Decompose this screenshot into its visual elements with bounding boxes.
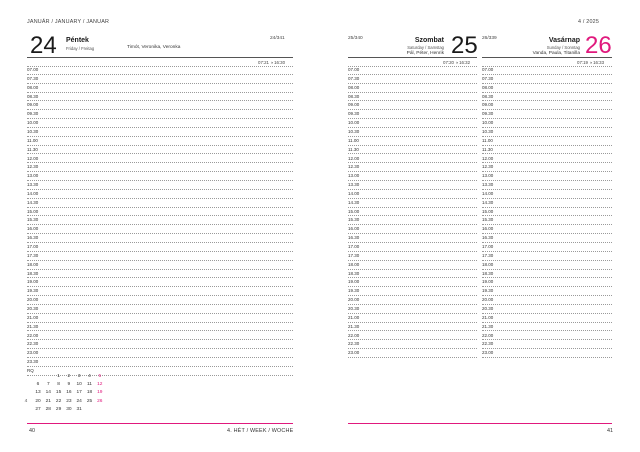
saturday-number: 25 (451, 32, 478, 59)
time-slot[interactable] (27, 84, 293, 93)
time-label: 18.00 (348, 261, 360, 267)
time-label: 07.30 (27, 75, 39, 81)
calendar-day[interactable]: 2 (67, 374, 71, 379)
time-slot[interactable] (482, 234, 612, 243)
time-slot[interactable] (348, 110, 477, 119)
calendar-week-row (27, 382, 107, 390)
time-slot[interactable] (482, 84, 612, 93)
time-slot[interactable] (348, 199, 477, 208)
time-slot[interactable] (348, 190, 477, 199)
calendar-day[interactable]: 15 (55, 390, 62, 396)
header-rule (27, 57, 293, 58)
time-slot[interactable] (348, 84, 477, 93)
time-slot[interactable] (482, 261, 612, 270)
time-label: 15.30 (27, 217, 39, 223)
time-slot[interactable] (348, 101, 477, 110)
footer-rule (27, 423, 293, 424)
time-slot[interactable] (482, 349, 612, 358)
time-slot[interactable] (27, 270, 293, 279)
time-label: 13.00 (348, 173, 360, 179)
calendar-day[interactable]: 17 (76, 390, 82, 396)
time-slot[interactable] (482, 270, 612, 279)
calendar-day[interactable]: 18 (86, 390, 93, 396)
time-slot[interactable] (348, 261, 477, 270)
sunday-counter: 26/339 (482, 36, 497, 41)
time-label: 21.30 (482, 323, 494, 329)
time-label: RQ (27, 367, 34, 373)
time-slot[interactable] (27, 216, 293, 225)
time-slot[interactable] (482, 101, 612, 110)
dotted-line (348, 357, 477, 358)
day-number: 24 (30, 32, 57, 59)
time-slot[interactable] (348, 163, 477, 172)
time-label: 20.30 (348, 305, 360, 311)
time-slot[interactable] (27, 323, 293, 332)
day-subtitle: Friday / Freitag (66, 46, 95, 51)
time-label: 13.30 (482, 182, 494, 188)
time-label: 16.30 (27, 235, 39, 241)
time-label: 14.00 (482, 190, 494, 196)
time-slot[interactable] (27, 181, 293, 190)
calendar-day[interactable]: 7 (46, 382, 50, 388)
time-label: 22.30 (348, 341, 360, 347)
time-label: 10.30 (348, 128, 360, 134)
time-label: 12.00 (348, 155, 360, 161)
time-label: 08.30 (27, 93, 39, 99)
time-label: 07.30 (482, 75, 494, 81)
time-slot[interactable] (482, 93, 612, 102)
footer-week-label: 4. HÉT / WEEK / WOCHE (227, 428, 294, 434)
time-label: 13.00 (482, 173, 494, 179)
day-name: Péntek (66, 37, 89, 44)
time-slot[interactable] (482, 305, 612, 314)
calendar-day[interactable]: 11 (87, 382, 92, 388)
time-slot[interactable] (482, 66, 612, 75)
time-slot[interactable] (27, 252, 293, 261)
calendar-day[interactable]: 14 (45, 390, 51, 396)
time-label: 18.00 (27, 261, 39, 267)
time-slot[interactable] (27, 349, 293, 358)
time-slot[interactable] (27, 119, 293, 128)
time-label: 08.00 (348, 84, 360, 90)
calendar-day[interactable]: 30 (66, 406, 72, 412)
time-slot[interactable] (482, 340, 612, 349)
time-slot[interactable] (27, 146, 293, 155)
time-label: 08.30 (348, 93, 360, 99)
week-number: 4 (24, 398, 28, 404)
time-label: 15.00 (348, 208, 360, 214)
time-label: 19.00 (27, 279, 39, 285)
time-label: 21.00 (482, 314, 494, 320)
time-slot[interactable] (27, 305, 293, 314)
time-slot[interactable] (482, 332, 612, 341)
time-slot[interactable] (27, 243, 293, 252)
calendar-day[interactable]: 9 (67, 382, 71, 388)
right-page (320, 0, 640, 452)
time-label: 14.00 (348, 190, 360, 196)
time-slot[interactable] (27, 234, 293, 243)
time-slot[interactable] (482, 146, 612, 155)
time-slot[interactable] (27, 155, 293, 164)
time-slot[interactable] (348, 296, 477, 305)
time-label: 12.00 (482, 155, 494, 161)
calendar-day[interactable]: 1 (57, 374, 60, 379)
time-label: 18.30 (27, 270, 39, 276)
calendar-day[interactable]: 19 (97, 390, 103, 396)
time-slot[interactable] (27, 296, 293, 305)
time-label: 13.00 (27, 173, 39, 179)
time-label: 21.30 (27, 323, 39, 329)
time-slot[interactable] (482, 137, 612, 146)
time-label: 19.30 (27, 288, 39, 294)
calendar-day[interactable]: 29 (55, 406, 62, 412)
time-slot[interactable] (27, 163, 293, 172)
time-label: 23.00 (27, 350, 39, 356)
dotted-line (482, 357, 612, 358)
calendar-week-row (24, 398, 107, 407)
time-label: 10.30 (482, 128, 494, 134)
time-slot[interactable] (482, 314, 612, 323)
time-slot[interactable] (348, 332, 477, 341)
time-label: 18.00 (482, 261, 494, 267)
time-slot[interactable] (27, 128, 293, 137)
time-slot[interactable] (27, 287, 293, 296)
time-slot[interactable] (348, 137, 477, 146)
time-label: 11.30 (348, 146, 359, 152)
calendar-day[interactable]: 26 (97, 398, 103, 404)
time-label: 09.30 (27, 111, 39, 117)
time-label: 17.00 (27, 244, 39, 249)
time-slot[interactable] (348, 208, 477, 217)
time-label: 11.00 (482, 137, 493, 143)
time-label: 23.30 (27, 359, 39, 365)
time-slot[interactable] (482, 323, 612, 332)
time-label: 21.30 (348, 323, 360, 329)
calendar-day[interactable]: 6 (36, 382, 40, 388)
time-label: 23.00 (348, 350, 360, 356)
time-slot[interactable] (348, 128, 477, 137)
time-slot[interactable] (27, 75, 293, 84)
saturday-subtitle: Saturday / Samstag (407, 45, 444, 50)
time-label: 13.30 (27, 182, 39, 188)
time-slot[interactable] (348, 287, 477, 296)
time-label: 14.30 (348, 199, 360, 205)
time-slot[interactable] (348, 75, 477, 84)
time-label: 16.30 (348, 235, 360, 241)
time-slot[interactable] (348, 172, 477, 181)
time-label: 20.00 (348, 297, 360, 303)
time-label: 22.00 (27, 332, 39, 338)
page-number: 41 (607, 428, 613, 434)
time-label: 12.30 (27, 164, 39, 170)
time-slot[interactable] (348, 216, 477, 225)
time-slot[interactable] (348, 349, 477, 358)
sunday-number: 26 (585, 32, 612, 59)
calendar-day[interactable]: 20 (35, 398, 41, 404)
time-slot[interactable] (482, 190, 612, 199)
time-slot[interactable] (27, 93, 293, 102)
saturday-counter: 25/340 (348, 36, 363, 41)
time-label: 19.30 (348, 288, 360, 294)
calendar-week-row (27, 374, 107, 382)
time-slot[interactable] (27, 101, 293, 110)
year-label: 4 / 2025 (578, 19, 600, 25)
time-label: 09.00 (348, 102, 360, 108)
time-label: 20.30 (27, 305, 39, 311)
time-slot[interactable] (482, 172, 612, 181)
time-label: 09.30 (482, 111, 494, 117)
time-label: 12.30 (482, 164, 494, 170)
calendar-day[interactable]: 8 (57, 382, 60, 388)
time-slot[interactable] (348, 252, 477, 261)
time-slot[interactable] (482, 110, 612, 119)
month-label: JANUÁR / JANUARY / JANUAR (27, 19, 110, 25)
day-counter: 24/341 (270, 36, 285, 41)
time-label: 09.00 (482, 102, 494, 108)
calendar-day[interactable]: 21 (45, 398, 51, 404)
time-slot[interactable] (482, 181, 612, 190)
time-slot[interactable] (27, 190, 293, 199)
time-slot[interactable] (482, 163, 612, 172)
time-label: 19.30 (482, 288, 494, 294)
name-days: Timót, Veronika, Veronka (127, 45, 181, 50)
saturday-name-days: Pál, Péter, Henrik (406, 51, 444, 56)
time-slot[interactable] (482, 75, 612, 84)
calendar-day[interactable]: 3 (77, 374, 81, 379)
time-label: 17.30 (482, 252, 494, 258)
saturday-header-rule (348, 57, 477, 58)
time-slot[interactable] (27, 340, 293, 349)
time-label: 23.00 (482, 350, 494, 356)
time-slot[interactable] (482, 287, 612, 296)
time-slot[interactable] (27, 172, 293, 181)
calendar-day[interactable]: 16 (66, 390, 72, 396)
saturday-name: Szombat (414, 37, 444, 44)
calendar-day[interactable]: 25 (86, 398, 93, 404)
time-slot[interactable] (482, 278, 612, 287)
calendar-week-row (27, 390, 107, 398)
time-label: 13.30 (348, 182, 360, 188)
time-slot[interactable] (348, 278, 477, 287)
time-label: 15.30 (348, 217, 360, 223)
saturday-sunrise-sunset: 07:20 ◑ 16:32 (443, 60, 471, 65)
footer-rule (348, 423, 612, 424)
time-label: 09.00 (27, 102, 39, 108)
calendar-day[interactable]: 4 (88, 374, 91, 379)
time-slot[interactable] (27, 314, 293, 323)
time-slot[interactable] (27, 332, 293, 341)
time-slot[interactable] (348, 270, 477, 279)
time-slot[interactable] (348, 225, 477, 234)
calendar-week-row (27, 407, 107, 415)
time-label: 15.30 (482, 217, 494, 223)
time-slot[interactable] (27, 261, 293, 270)
sunrise-sunset: 07:21 ◑ 16:30 (258, 60, 286, 65)
time-slot[interactable] (27, 137, 293, 146)
time-label: 19.00 (348, 279, 360, 285)
sunday-subtitle: Sunday / Sonntag (546, 45, 580, 50)
time-label: 11.00 (27, 137, 38, 143)
time-label: 16.30 (482, 235, 494, 241)
time-slot[interactable] (348, 66, 477, 75)
time-label: 18.30 (482, 270, 494, 276)
time-label: 09.30 (348, 111, 360, 117)
sunday-sunrise-sunset: 07:19 ◑ 16:33 (577, 60, 605, 65)
calendar-day[interactable]: 5 (98, 374, 102, 379)
time-slot[interactable] (482, 252, 612, 261)
time-label: 20.00 (27, 297, 39, 303)
time-slot[interactable] (482, 225, 612, 234)
time-slot[interactable] (27, 358, 293, 367)
calendar-day[interactable]: 10 (76, 382, 82, 388)
time-label: 07.00 (27, 67, 39, 72)
time-slot[interactable] (348, 93, 477, 102)
time-label: 16.00 (27, 226, 39, 232)
time-label: 08.00 (482, 84, 494, 90)
time-slot[interactable] (348, 314, 477, 323)
time-slot[interactable] (348, 243, 477, 252)
time-label: 11.00 (348, 137, 359, 143)
time-label: 22.00 (348, 332, 360, 338)
time-label: 17.30 (27, 252, 39, 258)
time-label: 17.30 (348, 252, 360, 258)
time-label: 22.00 (482, 332, 494, 338)
time-slot[interactable] (348, 119, 477, 128)
calendar-day[interactable]: 22 (55, 398, 62, 404)
time-label: 10.00 (482, 120, 494, 126)
time-slot[interactable] (482, 155, 612, 164)
time-label: 11.30 (27, 146, 38, 152)
time-slot[interactable] (348, 234, 477, 243)
time-slot[interactable] (482, 199, 612, 208)
time-label: 15.00 (482, 208, 494, 214)
time-label: 10.00 (348, 120, 360, 126)
time-label: 14.00 (27, 190, 39, 196)
time-label: 20.00 (482, 297, 494, 303)
sunday-name-days: Vanda, Paula, Titanilla (532, 51, 580, 56)
calendar-day[interactable]: 12 (97, 382, 103, 388)
time-label: 16.00 (348, 226, 360, 232)
time-label: 07.00 (348, 67, 360, 72)
time-label: 15.00 (27, 208, 39, 214)
time-slot[interactable] (348, 155, 477, 164)
time-label: 10.00 (27, 120, 39, 126)
time-label: 22.30 (27, 341, 39, 347)
time-slot[interactable] (27, 199, 293, 208)
time-label: 22.30 (482, 341, 494, 347)
time-slot[interactable] (482, 208, 612, 217)
time-slot[interactable] (27, 66, 293, 75)
time-label: 21.00 (348, 314, 360, 320)
time-label: 17.00 (348, 244, 360, 249)
calendar-day[interactable]: 13 (35, 390, 41, 396)
time-slot[interactable] (27, 110, 293, 119)
time-slot[interactable] (482, 128, 612, 137)
time-label: 11.30 (482, 146, 493, 152)
time-slot[interactable] (27, 225, 293, 234)
time-slot[interactable] (482, 296, 612, 305)
time-slot[interactable] (348, 181, 477, 190)
time-slot[interactable] (482, 243, 612, 252)
time-label: 20.30 (482, 305, 494, 311)
time-slot[interactable] (348, 305, 477, 314)
time-label: 14.30 (27, 199, 39, 205)
time-label: 18.30 (348, 270, 360, 276)
calendar-day[interactable]: 27 (35, 406, 41, 412)
page-number: 40 (29, 428, 35, 434)
time-slot[interactable] (482, 216, 612, 225)
time-label: 07.30 (348, 75, 360, 81)
time-slot[interactable] (482, 119, 612, 128)
calendar-day[interactable]: 31 (76, 406, 82, 412)
time-label: 07.00 (482, 67, 494, 72)
time-label: 08.00 (27, 84, 39, 90)
time-label: 16.00 (482, 226, 494, 232)
time-slot[interactable] (348, 340, 477, 349)
time-slot[interactable] (348, 323, 477, 332)
time-label: 08.30 (482, 93, 494, 99)
sunday-name: Vasárnap (548, 37, 580, 44)
time-label: 14.30 (482, 199, 494, 205)
time-label: 21.00 (27, 314, 39, 320)
time-slot[interactable] (27, 208, 293, 217)
time-label: 10.30 (27, 128, 39, 134)
time-label: 12.30 (348, 164, 360, 170)
time-label: 12.00 (27, 155, 39, 161)
time-label: 17.00 (482, 244, 494, 249)
calendar-day[interactable]: 23 (66, 398, 72, 404)
time-label: 19.00 (482, 279, 494, 285)
time-slot[interactable] (348, 146, 477, 155)
sunday-header-rule (482, 57, 612, 58)
calendar-day[interactable]: 28 (45, 406, 51, 412)
time-slot[interactable] (27, 278, 293, 287)
calendar-day[interactable]: 24 (76, 398, 82, 404)
